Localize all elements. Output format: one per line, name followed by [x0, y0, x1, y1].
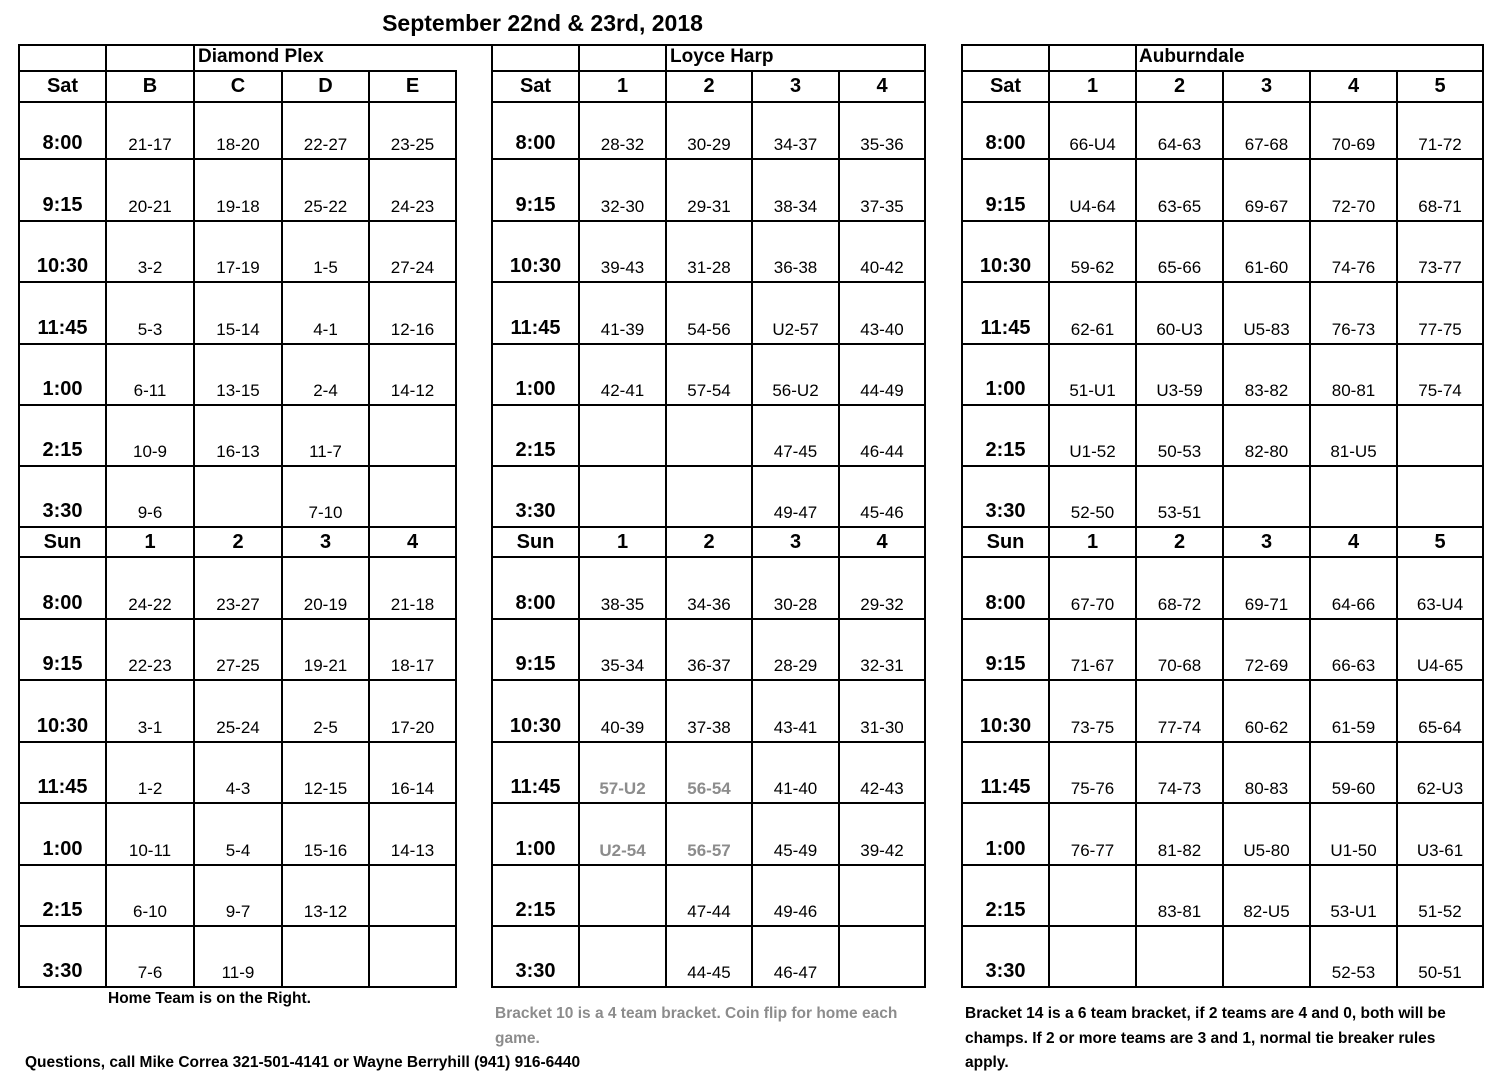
time-slot: 11:45 — [980, 317, 1031, 339]
time-slot: 10:30 — [979, 715, 1032, 737]
time-slot: 1:00 — [42, 378, 83, 400]
field-header: C — [230, 75, 246, 97]
game-matchup: 52-53 — [1331, 963, 1376, 982]
empty-slot — [580, 866, 665, 925]
time-slot: 9:15 — [515, 194, 556, 216]
game-matchup: 13-15 — [216, 381, 260, 400]
game-matchup: 7-10 — [308, 503, 343, 522]
game-matchup: 43-40 — [860, 320, 904, 339]
column-line — [1482, 70, 1484, 988]
game-matchup: 42-41 — [600, 381, 645, 400]
game-matchup: 41-39 — [600, 320, 645, 339]
game-matchup: 82-80 — [1244, 442, 1289, 461]
game-matchup: 68-72 — [1157, 595, 1202, 614]
header-left-line — [961, 44, 963, 70]
game-matchup: 15-14 — [216, 320, 260, 339]
game-matchup: 82-U5 — [1243, 902, 1290, 921]
game-matchup: 77-74 — [1157, 718, 1202, 737]
game-matchup: 40-39 — [600, 718, 645, 737]
game-matchup: 42-43 — [860, 779, 904, 798]
game-matchup: 54-56 — [687, 320, 731, 339]
field-header: 2 — [703, 75, 715, 97]
time-slot: 8:00 — [515, 132, 556, 154]
day-header: Sun — [43, 530, 82, 553]
game-matchup: 39-42 — [860, 841, 904, 860]
game-matchup: 22-23 — [128, 656, 172, 675]
time-slot: 11:45 — [510, 776, 561, 798]
game-matchup: 36-38 — [773, 258, 818, 277]
game-matchup: 1-2 — [137, 779, 163, 798]
time-slot: 1:00 — [42, 838, 83, 860]
game-matchup: 14-12 — [390, 381, 435, 400]
header-top-line — [18, 44, 926, 46]
field-header: 2 — [703, 530, 715, 553]
game-matchup: 10-9 — [132, 442, 168, 461]
game-matchup: 38-35 — [600, 595, 645, 614]
time-slot: 2:15 — [985, 899, 1026, 921]
game-matchup: 53-51 — [1157, 503, 1202, 522]
game-matchup: 69-71 — [1244, 595, 1289, 614]
game-matchup: 30-28 — [773, 595, 818, 614]
game-matchup: 7-6 — [137, 963, 163, 982]
field-header: 1 — [616, 530, 629, 553]
time-slot: 3:30 — [515, 960, 556, 982]
game-matchup: 11-9 — [221, 963, 255, 982]
game-matchup: 3-1 — [137, 718, 163, 737]
game-matchup: 5-3 — [137, 320, 163, 339]
game-matchup: 21-18 — [390, 595, 435, 614]
game-matchup: 71-67 — [1070, 656, 1115, 675]
game-matchup: 71-72 — [1418, 135, 1462, 154]
time-slot: 10:30 — [509, 715, 562, 737]
time-slot: 2:15 — [515, 439, 556, 461]
time-slot: 10:30 — [36, 255, 89, 277]
time-slot: 9:15 — [985, 194, 1026, 216]
field-header: 3 — [1260, 530, 1273, 553]
game-matchup: 61-59 — [1331, 718, 1376, 737]
game-matchup: 9-7 — [225, 902, 251, 921]
time-slot: 11:45 — [37, 317, 88, 339]
game-matchup: 44-49 — [860, 381, 904, 400]
empty-slot — [195, 467, 281, 526]
page-title: September 22nd & 23rd, 2018 — [382, 10, 703, 36]
header-divider-line — [105, 44, 107, 70]
header-divider-line — [1135, 44, 1137, 70]
game-matchup: 70-69 — [1331, 135, 1376, 154]
game-matchup: 69-67 — [1244, 197, 1289, 216]
time-slot: 3:30 — [42, 500, 83, 522]
game-matchup: 24-22 — [128, 595, 172, 614]
game-matchup: 83-82 — [1244, 381, 1289, 400]
game-matchup: 19-21 — [303, 656, 348, 675]
game-matchup: 12-16 — [390, 320, 435, 339]
field-header: 5 — [1434, 530, 1446, 553]
time-slot: 2:15 — [985, 439, 1026, 461]
game-matchup: 32-30 — [600, 197, 645, 216]
game-matchup: 38-34 — [773, 197, 818, 216]
game-matchup: 49-46 — [773, 902, 818, 921]
bracket-14-note: Bracket 14 is a 6 team bracket, if 2 teams are 4 and 0, both will be champs. If 2 or more teams are 3 and 1, normal tie breaker rules apply. — [965, 1005, 1446, 1071]
game-matchup: 62-61 — [1070, 320, 1115, 339]
empty-slot — [370, 467, 455, 526]
time-slot: 9:15 — [515, 653, 556, 675]
field-header: 3 — [789, 75, 802, 97]
game-matchup: 51-U1 — [1069, 381, 1116, 400]
game-matchup: 81-82 — [1157, 841, 1202, 860]
game-matchup: 76-73 — [1331, 320, 1376, 339]
game-matchup: 49-47 — [773, 503, 818, 522]
day-header: Sun — [516, 530, 555, 553]
game-matchup: 61-60 — [1244, 258, 1289, 277]
game-matchup: 17-20 — [390, 718, 435, 737]
header-divider-line — [665, 44, 667, 70]
game-matchup: U3-61 — [1416, 841, 1464, 860]
game-matchup: 29-32 — [860, 595, 904, 614]
home-team-note: Home Team is on the Right. — [108, 990, 311, 1007]
game-matchup: 21-17 — [128, 135, 172, 154]
day-header: Sat — [46, 75, 79, 97]
game-matchup: 40-42 — [860, 258, 904, 277]
game-matchup: 11-7 — [309, 442, 342, 461]
game-matchup: 65-66 — [1157, 258, 1202, 277]
game-matchup: 56-57 — [687, 841, 731, 860]
game-matchup: 20-19 — [303, 595, 348, 614]
header-divider-line — [1048, 44, 1050, 70]
game-matchup: U1-50 — [1330, 841, 1377, 860]
time-slot: 2:15 — [515, 899, 556, 921]
game-matchup: 6-11 — [133, 381, 167, 400]
game-matchup: 47-45 — [773, 442, 818, 461]
game-matchup: 28-32 — [600, 135, 645, 154]
time-slot: 3:30 — [42, 960, 83, 982]
game-matchup: 2-4 — [313, 381, 338, 400]
game-matchup: 57-U2 — [599, 779, 646, 798]
game-matchup: 35-34 — [600, 656, 645, 675]
game-matchup: 75-76 — [1070, 779, 1115, 798]
game-matchup: U5-80 — [1243, 841, 1290, 860]
empty-slot — [1398, 406, 1482, 465]
game-matchup: 12-15 — [303, 779, 348, 798]
time-slot: 1:00 — [515, 378, 556, 400]
day-header: Sat — [989, 75, 1022, 97]
field-header: B — [142, 75, 158, 97]
game-matchup: 63-U4 — [1416, 595, 1464, 614]
game-matchup: 19-18 — [216, 197, 260, 216]
game-matchup: 43-41 — [773, 718, 818, 737]
game-matchup: 67-68 — [1244, 135, 1289, 154]
game-matchup: 14-13 — [390, 841, 435, 860]
game-matchup: 3-2 — [137, 258, 163, 277]
game-matchup: U2-54 — [599, 841, 646, 860]
game-matchup: 60-62 — [1244, 718, 1289, 737]
game-matchup: 25-22 — [303, 197, 348, 216]
game-matchup: 65-64 — [1418, 718, 1462, 737]
header-divider-line — [193, 44, 195, 70]
game-matchup: 36-37 — [687, 656, 731, 675]
game-matchup: 31-28 — [687, 258, 731, 277]
field-header: 3 — [319, 530, 332, 553]
empty-slot — [840, 866, 924, 925]
game-matchup: 4-3 — [225, 779, 251, 798]
game-matchup: 57-54 — [687, 381, 731, 400]
field-header: 3 — [789, 530, 802, 553]
empty-slot — [1137, 927, 1222, 986]
game-matchup: 30-29 — [687, 135, 731, 154]
game-matchup: 34-37 — [773, 135, 818, 154]
empty-slot — [370, 866, 455, 925]
game-matchup: 23-27 — [216, 595, 260, 614]
game-matchup: 74-73 — [1157, 779, 1202, 798]
field-header: 1 — [1086, 530, 1099, 553]
time-slot: 8:00 — [42, 592, 83, 614]
header-right-line — [924, 44, 926, 70]
row-line — [491, 986, 926, 988]
empty-slot — [1050, 866, 1135, 925]
empty-slot — [840, 927, 924, 986]
game-matchup: U4-65 — [1416, 656, 1464, 675]
game-matchup: 17-19 — [216, 258, 260, 277]
header-left-line — [18, 44, 20, 70]
game-matchup: 16-14 — [390, 779, 435, 798]
game-matchup: U5-83 — [1243, 320, 1290, 339]
empty-slot — [667, 467, 751, 526]
game-matchup: 27-25 — [216, 656, 260, 675]
empty-slot — [283, 927, 368, 986]
field-header: 1 — [616, 75, 629, 97]
game-matchup: 72-69 — [1244, 656, 1289, 675]
field-header: 4 — [1347, 530, 1360, 553]
field-header: 3 — [1260, 75, 1273, 97]
field-header: 4 — [1347, 75, 1360, 97]
game-matchup: 80-81 — [1331, 381, 1376, 400]
game-matchup: U4-64 — [1069, 197, 1116, 216]
game-matchup: 20-21 — [128, 197, 172, 216]
empty-slot — [580, 467, 665, 526]
game-matchup: 47-44 — [687, 902, 731, 921]
game-matchup: 77-75 — [1418, 320, 1462, 339]
field-header: 2 — [1173, 75, 1186, 97]
venue-title: Loyce Harp — [670, 46, 774, 67]
game-matchup: 18-17 — [390, 656, 435, 675]
time-slot: 2:15 — [42, 899, 83, 921]
game-matchup: 67-70 — [1070, 595, 1115, 614]
game-matchup: 29-31 — [687, 197, 731, 216]
game-matchup: 52-50 — [1070, 503, 1115, 522]
game-matchup: 81-U5 — [1330, 442, 1377, 461]
field-header: E — [405, 75, 420, 97]
game-matchup: 76-77 — [1070, 841, 1115, 860]
game-matchup: 16-13 — [216, 442, 260, 461]
header-divider-line — [578, 44, 580, 70]
game-matchup: 63-65 — [1157, 197, 1202, 216]
field-header: 1 — [144, 530, 156, 553]
game-matchup: 39-43 — [600, 258, 645, 277]
time-slot: 8:00 — [985, 592, 1026, 614]
field-header: 2 — [232, 530, 244, 553]
game-matchup: 50-51 — [1418, 963, 1462, 982]
game-matchup: 83-81 — [1157, 902, 1202, 921]
time-slot: 11:45 — [980, 776, 1031, 798]
questions-contact-note: Questions, call Mike Correa 321-501-4141 or Wayne Berryhill (941) 916-6440 — [25, 1054, 581, 1071]
game-matchup: 41-40 — [773, 779, 818, 798]
empty-slot — [1311, 467, 1396, 526]
game-matchup: 34-36 — [687, 595, 731, 614]
time-slot: 8:00 — [515, 592, 556, 614]
game-matchup: 37-38 — [687, 718, 731, 737]
empty-slot — [1224, 467, 1309, 526]
empty-slot — [370, 406, 455, 465]
time-slot: 8:00 — [985, 132, 1026, 154]
game-matchup: 45-49 — [773, 841, 818, 860]
empty-slot — [1224, 927, 1309, 986]
game-matchup: 32-31 — [860, 656, 904, 675]
game-matchup: 74-76 — [1331, 258, 1376, 277]
game-matchup: 56-54 — [687, 779, 731, 798]
game-matchup: 68-71 — [1418, 197, 1462, 216]
game-matchup: 31-30 — [860, 718, 904, 737]
venue-title: Auburndale — [1139, 46, 1245, 67]
empty-slot — [580, 406, 665, 465]
time-slot: 10:30 — [36, 715, 89, 737]
game-matchup: 56-U2 — [772, 381, 819, 400]
empty-slot — [370, 927, 455, 986]
game-matchup: U1-52 — [1069, 442, 1116, 461]
game-matchup: 64-66 — [1331, 595, 1376, 614]
time-slot: 11:45 — [510, 317, 561, 339]
column-line — [455, 70, 457, 988]
venue-title: Diamond Plex — [198, 46, 324, 67]
game-matchup: 75-74 — [1418, 381, 1462, 400]
game-matchup: 25-24 — [216, 718, 260, 737]
game-matchup: 24-23 — [390, 197, 435, 216]
day-header: Sat — [519, 75, 552, 97]
game-matchup: U2-57 — [772, 320, 819, 339]
empty-slot — [667, 406, 751, 465]
game-matchup: 4-1 — [313, 320, 338, 339]
time-slot: 3:30 — [985, 960, 1026, 982]
game-matchup: 1-5 — [313, 258, 338, 277]
field-header: D — [318, 75, 333, 97]
header-right-line — [1482, 44, 1484, 70]
game-matchup: 18-20 — [216, 135, 260, 154]
game-matchup: 66-63 — [1331, 656, 1376, 675]
game-matchup: 28-29 — [773, 656, 818, 675]
game-matchup: 6-10 — [132, 902, 168, 921]
game-matchup: 46-44 — [860, 442, 904, 461]
time-slot: 3:30 — [515, 500, 556, 522]
time-slot: 10:30 — [509, 255, 562, 277]
game-matchup: 59-60 — [1331, 779, 1376, 798]
game-matchup: 13-12 — [303, 902, 348, 921]
field-header: 2 — [1173, 530, 1186, 553]
field-header: 1 — [1086, 75, 1099, 97]
time-slot: 9:15 — [42, 653, 83, 675]
field-header: 4 — [876, 75, 888, 97]
game-matchup: 15-16 — [303, 841, 348, 860]
game-matchup: 73-77 — [1418, 258, 1462, 277]
time-slot: 9:15 — [985, 653, 1026, 675]
game-matchup: 51-52 — [1418, 902, 1462, 921]
game-matchup: 50-53 — [1157, 442, 1202, 461]
game-matchup: 23-25 — [390, 135, 435, 154]
game-matchup: 44-45 — [687, 963, 731, 982]
game-matchup: 37-35 — [860, 197, 904, 216]
game-matchup: 60-U3 — [1156, 320, 1203, 339]
game-matchup: 62-U3 — [1416, 779, 1464, 798]
time-slot: 2:15 — [42, 439, 83, 461]
game-matchup: 22-27 — [303, 135, 348, 154]
game-matchup: 53-U1 — [1330, 902, 1377, 921]
game-matchup: 2-5 — [313, 718, 338, 737]
game-matchup: 73-75 — [1070, 718, 1115, 737]
time-slot: 1:00 — [985, 838, 1026, 860]
time-slot: 1:00 — [515, 838, 556, 860]
game-matchup: 27-24 — [390, 258, 435, 277]
time-slot: 10:30 — [979, 255, 1032, 277]
game-matchup: 64-63 — [1157, 135, 1202, 154]
game-matchup: 72-70 — [1331, 197, 1376, 216]
field-header: 4 — [406, 530, 419, 553]
empty-slot — [1398, 467, 1482, 526]
time-slot: 1:00 — [985, 378, 1026, 400]
game-matchup: 66-U4 — [1069, 135, 1116, 154]
game-matchup: 9-6 — [137, 503, 163, 522]
empty-slot — [1050, 927, 1135, 986]
time-slot: 9:15 — [42, 194, 83, 216]
game-matchup: U3-59 — [1156, 381, 1203, 400]
time-slot: 3:30 — [985, 500, 1026, 522]
bracket-10-note: Bracket 10 is a 4 team bracket. Coin flip for home each game. — [495, 1005, 898, 1047]
game-matchup: 80-83 — [1244, 779, 1289, 798]
header-divider-line — [491, 44, 493, 70]
column-line — [924, 70, 926, 988]
game-matchup: 10-11 — [128, 841, 172, 860]
time-slot: 8:00 — [42, 132, 83, 154]
game-matchup: 46-47 — [773, 963, 818, 982]
field-header: 4 — [876, 530, 888, 553]
game-matchup: 35-36 — [860, 135, 904, 154]
game-matchup: 59-62 — [1070, 258, 1115, 277]
empty-slot — [580, 927, 665, 986]
field-header: 5 — [1434, 75, 1446, 97]
day-header: Sun — [986, 530, 1025, 553]
time-slot: 11:45 — [37, 776, 88, 798]
game-matchup: 45-46 — [860, 503, 904, 522]
game-matchup: 70-68 — [1157, 656, 1202, 675]
game-matchup: 5-4 — [225, 841, 251, 860]
